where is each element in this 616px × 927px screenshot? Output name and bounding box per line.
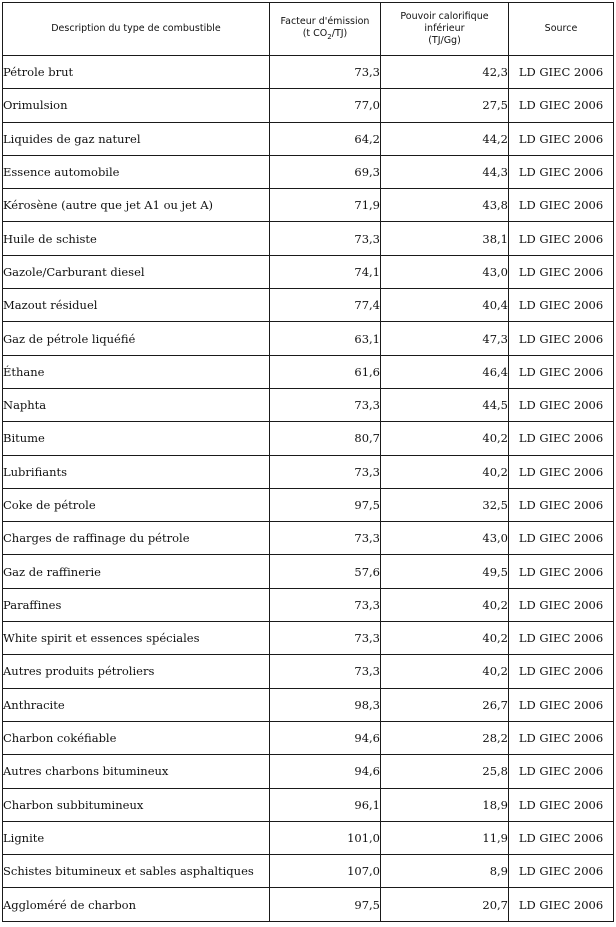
source-cell: LD GIEC 2006 <box>509 855 614 888</box>
fuel-description-cell: Anthracite <box>3 688 270 721</box>
calorific-value-cell: 47,3 <box>381 322 509 355</box>
table-row <box>3 522 614 555</box>
table-row <box>3 488 614 521</box>
fuel-description-cell: Charges de raffinage du pétrole <box>3 522 270 555</box>
calorific-value-cell: 11,9 <box>381 821 509 854</box>
table-row <box>3 821 614 854</box>
emission-factor-cell: 57,6 <box>270 555 381 588</box>
calorific-value-cell: 18,9 <box>381 788 509 821</box>
emission-factor-cell: 64,2 <box>270 122 381 155</box>
source-cell: LD GIEC 2006 <box>509 56 614 89</box>
calorific-value-cell: 38,1 <box>381 222 509 255</box>
table-header <box>3 3 614 56</box>
fuel-description-cell: Autres charbons bitumineux <box>3 755 270 788</box>
table-row <box>3 655 614 688</box>
source-cell: LD GIEC 2006 <box>509 122 614 155</box>
source-cell: LD GIEC 2006 <box>509 222 614 255</box>
table-row <box>3 888 614 921</box>
header-row <box>3 3 614 56</box>
emission-factor-cell: 69,3 <box>270 155 381 188</box>
calorific-value-cell: 20,7 <box>381 888 509 921</box>
fuel-description-cell: Aggloméré de charbon <box>3 888 270 921</box>
emission-factor-cell: 73,3 <box>270 388 381 421</box>
fuel-description-cell: Lignite <box>3 821 270 854</box>
fuel-description-cell: Kérosène (autre que jet A1 ou jet A) <box>3 189 270 222</box>
fuel-description-cell: Bitume <box>3 422 270 455</box>
fuel-description-cell: Schistes bitumineux et sables asphaltiques <box>3 855 270 888</box>
calorific-value-cell: 40,4 <box>381 289 509 322</box>
fuel-description-cell: Orimulsion <box>3 89 270 122</box>
emission-factor-cell: 63,1 <box>270 322 381 355</box>
source-cell: LD GIEC 2006 <box>509 888 614 921</box>
table-row <box>3 155 614 188</box>
calorific-value-cell: 42,3 <box>381 56 509 89</box>
emission-factor-cell: 73,3 <box>270 622 381 655</box>
table-row <box>3 222 614 255</box>
fuel-description-cell: White spirit et essences spéciales <box>3 622 270 655</box>
calorific-value-cell: 40,2 <box>381 455 509 488</box>
fuel-description-cell: Gaz de raffinerie <box>3 555 270 588</box>
calorific-value-cell: 28,2 <box>381 721 509 754</box>
calorific-value-cell: 44,2 <box>381 122 509 155</box>
emission-factor-cell: 94,6 <box>270 721 381 754</box>
emission-factor-cell: 80,7 <box>270 422 381 455</box>
fuel-description-cell: Gaz de pétrole liquéfié <box>3 322 270 355</box>
source-cell: LD GIEC 2006 <box>509 255 614 288</box>
emission-factor-cell: 77,4 <box>270 289 381 322</box>
calorific-value-cell: 25,8 <box>381 755 509 788</box>
fuel-description-cell: Gazole/Carburant diesel <box>3 255 270 288</box>
header-source <box>509 3 614 56</box>
header-pci-line2: inférieur <box>424 23 465 34</box>
emission-factor-cell: 94,6 <box>270 755 381 788</box>
source-cell: LD GIEC 2006 <box>509 622 614 655</box>
calorific-value-cell: 43,0 <box>381 255 509 288</box>
source-cell: LD GIEC 2006 <box>509 422 614 455</box>
emission-factor-cell: 73,3 <box>270 222 381 255</box>
fuel-description-cell: Autres produits pétroliers <box>3 655 270 688</box>
calorific-value-cell: 40,2 <box>381 622 509 655</box>
table-row <box>3 388 614 421</box>
header-source-label: Source <box>544 23 578 34</box>
header-emission-factor <box>270 3 381 56</box>
emission-factor-cell: 73,3 <box>270 56 381 89</box>
calorific-value-cell: 49,5 <box>381 555 509 588</box>
table-body <box>3 56 614 922</box>
fuel-description-cell: Charbon subbitumineux <box>3 788 270 821</box>
emission-factor-cell: 61,6 <box>270 355 381 388</box>
table-row <box>3 322 614 355</box>
header-pci-line3: (TJ/Gg) <box>428 35 461 46</box>
calorific-value-cell: 27,5 <box>381 89 509 122</box>
emission-factor-cell: 97,5 <box>270 888 381 921</box>
source-cell: LD GIEC 2006 <box>509 189 614 222</box>
table-row <box>3 788 614 821</box>
fuel-description-cell: Mazout résiduel <box>3 289 270 322</box>
source-cell: LD GIEC 2006 <box>509 755 614 788</box>
header-factor-unit-sub: 2 <box>327 32 332 41</box>
table-row <box>3 622 614 655</box>
calorific-value-cell: 32,5 <box>381 488 509 521</box>
header-factor-line1: Facteur d'émission <box>280 15 370 27</box>
fuel-description-cell: Éthane <box>3 355 270 388</box>
source-cell: LD GIEC 2006 <box>509 455 614 488</box>
table-row <box>3 721 614 754</box>
fuel-description-cell: Liquides de gaz naturel <box>3 122 270 155</box>
calorific-value-cell: 44,5 <box>381 388 509 421</box>
table-row <box>3 289 614 322</box>
emission-factor-cell: 73,3 <box>270 588 381 621</box>
emission-factor-cell: 71,9 <box>270 189 381 222</box>
fuel-description-cell: Pétrole brut <box>3 56 270 89</box>
emission-factor-cell: 77,0 <box>270 89 381 122</box>
source-cell: LD GIEC 2006 <box>509 355 614 388</box>
source-cell: LD GIEC 2006 <box>509 788 614 821</box>
fuel-description-cell: Naphta <box>3 388 270 421</box>
fuel-description-cell: Paraffines <box>3 588 270 621</box>
source-cell: LD GIEC 2006 <box>509 655 614 688</box>
emission-factor-cell: 107,0 <box>270 855 381 888</box>
emission-factor-cell: 97,5 <box>270 488 381 521</box>
fuel-description-cell: Charbon cokéfiable <box>3 721 270 754</box>
calorific-value-cell: 40,2 <box>381 422 509 455</box>
emission-factor-cell: 73,3 <box>270 522 381 555</box>
header-description <box>3 3 270 56</box>
table-row <box>3 255 614 288</box>
table-row <box>3 455 614 488</box>
table-row <box>3 355 614 388</box>
source-cell: LD GIEC 2006 <box>509 89 614 122</box>
header-factor-unit-post: /TJ) <box>331 27 348 39</box>
calorific-value-cell: 43,8 <box>381 189 509 222</box>
calorific-value-cell: 26,7 <box>381 688 509 721</box>
table-row <box>3 122 614 155</box>
fuel-description-cell: Essence automobile <box>3 155 270 188</box>
source-cell: LD GIEC 2006 <box>509 155 614 188</box>
header-description-label: Description du type de combustible <box>51 23 221 34</box>
source-cell: LD GIEC 2006 <box>509 821 614 854</box>
source-cell: LD GIEC 2006 <box>509 555 614 588</box>
emission-factor-cell: 101,0 <box>270 821 381 854</box>
emission-factor-cell: 73,3 <box>270 655 381 688</box>
source-cell: LD GIEC 2006 <box>509 488 614 521</box>
emission-factor-cell: 73,3 <box>270 455 381 488</box>
table-row <box>3 855 614 888</box>
emission-factor-cell: 98,3 <box>270 688 381 721</box>
fuel-description-cell: Huile de schiste <box>3 222 270 255</box>
calorific-value-cell: 40,2 <box>381 588 509 621</box>
table-row <box>3 688 614 721</box>
table-row <box>3 89 614 122</box>
calorific-value-cell: 40,2 <box>381 655 509 688</box>
source-cell: LD GIEC 2006 <box>509 522 614 555</box>
table-row <box>3 56 614 89</box>
fuel-description-cell: Lubrifiants <box>3 455 270 488</box>
table-row <box>3 755 614 788</box>
emission-factor-cell: 96,1 <box>270 788 381 821</box>
calorific-value-cell: 44,3 <box>381 155 509 188</box>
calorific-value-cell: 8,9 <box>381 855 509 888</box>
header-calorific-value <box>381 3 509 56</box>
source-cell: LD GIEC 2006 <box>509 588 614 621</box>
source-cell: LD GIEC 2006 <box>509 289 614 322</box>
header-factor-unit-pre: (t CO <box>302 27 328 39</box>
fuel-emission-table <box>2 2 614 922</box>
table-row <box>3 588 614 621</box>
table-row <box>3 189 614 222</box>
source-cell: LD GIEC 2006 <box>509 721 614 754</box>
calorific-value-cell: 43,0 <box>381 522 509 555</box>
emission-factor-cell: 74,1 <box>270 255 381 288</box>
calorific-value-cell: 46,4 <box>381 355 509 388</box>
table-row <box>3 422 614 455</box>
header-pci-line1: Pouvoir calorifique <box>400 11 489 22</box>
source-cell: LD GIEC 2006 <box>509 688 614 721</box>
fuel-description-cell: Coke de pétrole <box>3 488 270 521</box>
table-row <box>3 555 614 588</box>
source-cell: LD GIEC 2006 <box>509 322 614 355</box>
source-cell: LD GIEC 2006 <box>509 388 614 421</box>
